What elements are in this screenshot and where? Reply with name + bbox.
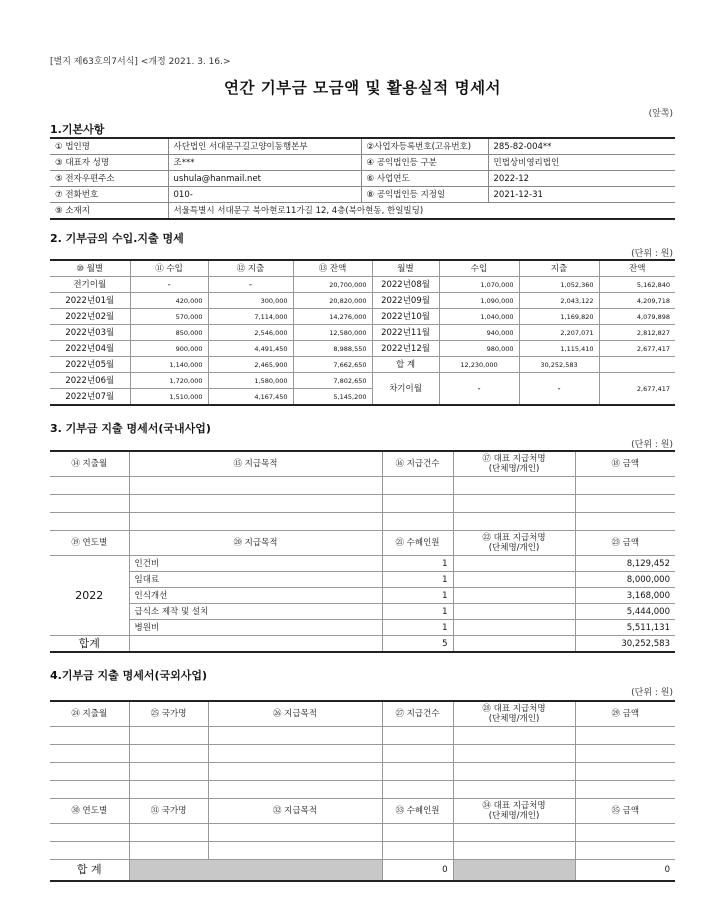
amount-cell: 4,491,450 (208, 341, 293, 357)
column-header: ㉗ 지급건수 (382, 701, 453, 727)
table-row (50, 325, 675, 341)
total-amount: 0 (575, 860, 675, 882)
total-label: 합계 (50, 636, 129, 653)
count-cell: 1 (382, 572, 453, 588)
column-header (453, 799, 575, 824)
empty-cell (129, 842, 208, 860)
empty-cell (50, 842, 129, 860)
empty-cell (382, 495, 453, 513)
table-row (50, 309, 675, 325)
empty-row (50, 513, 675, 531)
empty-cell (50, 781, 129, 799)
total-shaded (129, 860, 382, 882)
column-header: 지출 (519, 260, 599, 277)
column-header: ⑯ 지급건수 (382, 451, 453, 477)
column-header: ㉖ 지급목적 (208, 701, 382, 727)
domestic-header-yearly (50, 531, 675, 556)
column-header: 잔액 (599, 260, 675, 277)
header-line: (단체명/개인) (488, 714, 540, 724)
amount-cell: 1,140,000 (130, 357, 208, 373)
total-shaded (453, 860, 575, 882)
empty-cell (129, 513, 382, 531)
purpose-cell: 인식개선 (129, 588, 382, 604)
table-row (50, 341, 675, 357)
basic-info-table (50, 137, 675, 220)
column-header: ⑱ 금액 (575, 451, 675, 477)
amount-cell: 7,802,650 (293, 373, 372, 389)
total-recipient (453, 636, 575, 653)
month-cell: 2022년11월 (372, 325, 439, 341)
empty-cell (208, 763, 382, 781)
column-header (453, 531, 575, 556)
section4-unit: (단위 : 원) (631, 688, 673, 698)
column-header: ㉝ 수혜인원 (382, 799, 453, 824)
column-header: ⑲ 연도별 (50, 531, 129, 556)
empty-cell (208, 781, 382, 799)
amount-cell: 20,700,000 (293, 277, 372, 293)
info-label: ⑦ 전화번호 (50, 187, 168, 203)
info-value: 민법상비영리법인 (488, 155, 675, 171)
amount-cell: 1,052,360 (519, 277, 599, 293)
info-row (50, 171, 675, 187)
amount-cell: 1,070,000 (439, 277, 519, 293)
column-header: ⑪ 수입 (130, 260, 208, 277)
carry-label: 차기이월 (372, 373, 439, 406)
column-header: ⑩ 월별 (50, 260, 130, 277)
empty-cell (575, 745, 675, 763)
column-header: ⑭ 지출월 (50, 451, 129, 477)
total-count: 0 (382, 860, 453, 882)
amount-cell: 12,230,000 (439, 357, 519, 373)
count-cell: 1 (382, 588, 453, 604)
section3-heading: 3. 기부금 지출 명세서(국내사업) (50, 422, 211, 435)
info-label: ⑤ 전자우편주소 (50, 171, 168, 187)
amount-cell: 940,000 (439, 325, 519, 341)
month-cell: 합 계 (372, 357, 439, 373)
amount-cell: 1,580,000 (208, 373, 293, 389)
column-header: ㉑ 수혜인원 (382, 531, 453, 556)
amount-cell: 1,115,410 (519, 341, 599, 357)
empty-cell (382, 745, 453, 763)
header-line: (단체명/개인) (488, 543, 540, 553)
amount-cell: 5,162,840 (599, 277, 675, 293)
column-header: 수입 (439, 260, 519, 277)
overseas-header-yearly (50, 799, 675, 824)
info-value: 010- (168, 187, 361, 203)
month-cell: 2022년01월 (50, 293, 130, 309)
section4-heading: 4.기부금 지출 명세서(국외사업) (50, 669, 208, 682)
amount-cell: 300,000 (208, 293, 293, 309)
empty-cell (208, 745, 382, 763)
empty-cell (453, 842, 575, 860)
empty-cell (129, 477, 382, 495)
empty-cell (129, 824, 208, 842)
info-label: ③ 대표자 성명 (50, 155, 168, 171)
empty-cell (453, 781, 575, 799)
count-cell: 1 (382, 556, 453, 572)
table-row (50, 373, 675, 389)
purpose-cell: 임대료 (129, 572, 382, 588)
empty-row (50, 745, 675, 763)
carry-income: - (439, 373, 519, 406)
info-value: 2021-12-31 (488, 187, 675, 203)
amount-cell: 1,720,000 (130, 373, 208, 389)
table-row (50, 556, 675, 572)
empty-cell (129, 763, 208, 781)
column-header: ㉟ 금액 (575, 799, 675, 824)
month-cell: 2022년02월 (50, 309, 130, 325)
empty-cell (50, 495, 129, 513)
empty-cell (382, 842, 453, 860)
amount-cell: 1,090,000 (439, 293, 519, 309)
column-header: ㉚ 연도별 (50, 799, 129, 824)
domestic-total-row (50, 636, 675, 653)
empty-cell (453, 745, 575, 763)
amount-cell: 5,511,131 (575, 620, 675, 636)
total-purpose (129, 636, 382, 653)
amount-cell: 980,000 (439, 341, 519, 357)
empty-cell (453, 495, 575, 513)
info-label: ⑧ 공익법인등 지정일 (361, 187, 488, 203)
empty-row (50, 824, 675, 842)
month-cell: 전기이월 (50, 277, 130, 293)
column-header: ⑬ 잔액 (293, 260, 372, 277)
purpose-cell: 급식소 제작 및 설치 (129, 604, 382, 620)
amount-cell: 570,000 (130, 309, 208, 325)
info-row (50, 138, 675, 155)
amount-cell: 1,169,820 (519, 309, 599, 325)
total-label: 합 계 (50, 860, 129, 882)
month-cell: 2022년09월 (372, 293, 439, 309)
form-number: [별지 제63호의7서식] <개정 2021. 3. 16.> (50, 57, 231, 67)
count-cell: 1 (382, 620, 453, 636)
recipient-cell (453, 604, 575, 620)
column-header (453, 451, 575, 477)
empty-row (50, 781, 675, 799)
column-header: ㉕ 국가명 (129, 701, 208, 727)
empty-cell (382, 824, 453, 842)
amount-cell: 4,079,898 (599, 309, 675, 325)
address-value: 서울특별시 서대문구 북아현로11가길 12, 4층(북아현동, 한일빌딩) (168, 203, 675, 220)
empty-row (50, 842, 675, 860)
amount-cell: 7,114,000 (208, 309, 293, 325)
amount-cell: 2,812,827 (599, 325, 675, 341)
amount-cell: - (208, 277, 293, 293)
recipient-cell (453, 620, 575, 636)
empty-cell (453, 763, 575, 781)
info-row (50, 155, 675, 171)
empty-cell (129, 495, 382, 513)
month-cell: 2022년06월 (50, 373, 130, 389)
count-cell: 1 (382, 604, 453, 620)
recipient-cell (453, 556, 575, 572)
empty-cell (208, 727, 382, 745)
empty-cell (575, 781, 675, 799)
month-cell: 2022년08월 (372, 277, 439, 293)
amount-cell: 5,145,200 (293, 389, 372, 406)
purpose-cell: 병원비 (129, 620, 382, 636)
empty-cell (382, 513, 453, 531)
empty-row (50, 495, 675, 513)
amount-cell: 2,207,071 (519, 325, 599, 341)
empty-cell (50, 477, 129, 495)
year-cell: 2022 (50, 556, 129, 636)
amount-cell: 3,168,000 (575, 588, 675, 604)
amount-cell: 2,546,000 (208, 325, 293, 341)
empty-cell (453, 513, 575, 531)
empty-cell (575, 513, 675, 531)
empty-cell (382, 781, 453, 799)
empty-cell (208, 824, 382, 842)
amount-cell: 850,000 (130, 325, 208, 341)
empty-cell (50, 513, 129, 531)
month-cell: 2022년04월 (50, 341, 130, 357)
income-expense-table (50, 259, 675, 406)
info-value: 사단법인 서대문구길고양이동행본부 (168, 138, 361, 155)
column-header: ㉜ 지급목적 (208, 799, 382, 824)
empty-cell (575, 824, 675, 842)
empty-cell (382, 477, 453, 495)
empty-cell (208, 842, 382, 860)
document-title: 연간 기부금 모금액 및 활용실적 명세서 (223, 79, 502, 97)
month-cell: 2022년05월 (50, 357, 130, 373)
section2-heading: 2. 기부금의 수입.지출 명세 (50, 232, 184, 245)
info-label: ②사업자등록번호(고유번호) (361, 138, 488, 155)
empty-cell (382, 763, 453, 781)
header-line: ⑰ 대표 지급처명 (482, 454, 546, 464)
header-line: (단체명/개인) (488, 464, 540, 474)
column-header: ⑳ 지급목적 (129, 531, 382, 556)
empty-row (50, 727, 675, 745)
table-row (50, 357, 675, 373)
empty-cell (129, 727, 208, 745)
amount-cell: 8,000,000 (575, 572, 675, 588)
info-value: 조*** (168, 155, 361, 171)
overseas-header-monthly (50, 701, 675, 727)
table-row (50, 572, 675, 588)
info-value: 2022-12 (488, 171, 675, 187)
amount-cell: 2,677,417 (599, 341, 675, 357)
recipient-cell (453, 572, 575, 588)
empty-cell (453, 477, 575, 495)
carry-expense: - (519, 373, 599, 406)
empty-cell (129, 745, 208, 763)
amount-cell: 1,040,000 (439, 309, 519, 325)
column-header: ㉙ 금액 (575, 701, 675, 727)
empty-cell (129, 781, 208, 799)
overseas-expense-table (50, 700, 675, 882)
amount-cell: 4,167,450 (208, 389, 293, 406)
amount-cell: 420,000 (130, 293, 208, 309)
amount-cell: 900,000 (130, 341, 208, 357)
info-label: ⑥ 사업연도 (361, 171, 488, 187)
header-line: (단체명/개인) (488, 811, 540, 821)
empty-cell (382, 727, 453, 745)
info-label: ① 법인명 (50, 138, 168, 155)
empty-cell (575, 763, 675, 781)
overseas-total-row (50, 860, 675, 882)
empty-cell (453, 824, 575, 842)
month-cell: 2022년10월 (372, 309, 439, 325)
column-header: ㉓ 금액 (575, 531, 675, 556)
amount-cell (599, 357, 675, 373)
amount-cell: 7,662,650 (293, 357, 372, 373)
address-row (50, 203, 675, 220)
domestic-header-monthly (50, 451, 675, 477)
amount-cell: 8,129,452 (575, 556, 675, 572)
amount-cell: 2,043,122 (519, 293, 599, 309)
empty-row (50, 763, 675, 781)
empty-row (50, 477, 675, 495)
empty-cell (575, 477, 675, 495)
column-header: ⑮ 지급목적 (129, 451, 382, 477)
info-value: ushula@hanmail.net (168, 171, 361, 187)
section1-heading: 1.기본사항 (50, 123, 105, 136)
amount-cell: - (130, 277, 208, 293)
empty-cell (50, 824, 129, 842)
amount-cell: 1,510,000 (130, 389, 208, 406)
empty-cell (50, 745, 129, 763)
column-header: ㉛ 국가명 (129, 799, 208, 824)
amount-cell: 2,465,900 (208, 357, 293, 373)
table-row (50, 588, 675, 604)
total-count: 5 (382, 636, 453, 653)
empty-cell (50, 763, 129, 781)
month-cell: 2022년07월 (50, 389, 130, 406)
month-cell: 2022년12월 (372, 341, 439, 357)
month-cell: 2022년03월 (50, 325, 130, 341)
empty-cell (50, 727, 129, 745)
table-row (50, 293, 675, 309)
empty-cell (575, 727, 675, 745)
empty-cell (575, 842, 675, 860)
amount-cell: 4,209,718 (599, 293, 675, 309)
income-expense-header (50, 260, 675, 277)
amount-cell: 20,820,000 (293, 293, 372, 309)
table-row (50, 604, 675, 620)
empty-cell (453, 727, 575, 745)
domestic-expense-table (50, 450, 675, 653)
section3-unit: (단위 : 원) (631, 440, 673, 450)
info-label: ④ 공익법인등 구분 (361, 155, 488, 171)
column-header: ⑫ 지출 (208, 260, 293, 277)
amount-cell: 8,988,550 (293, 341, 372, 357)
info-row (50, 187, 675, 203)
header-line: ㉒ 대표 지급처명 (482, 533, 546, 543)
address-label: ⑨ 소재지 (50, 203, 168, 220)
total-amount: 30,252,583 (575, 636, 675, 653)
amount-cell: 5,444,000 (575, 604, 675, 620)
amount-cell: 30,252,583 (519, 357, 599, 373)
amount-cell: 14,276,000 (293, 309, 372, 325)
purpose-cell: 인건비 (129, 556, 382, 572)
front-page-label: (앞쪽) (648, 109, 673, 119)
empty-cell (575, 495, 675, 513)
header-line: ㉞ 대표 지급처명 (482, 801, 546, 811)
recipient-cell (453, 588, 575, 604)
amount-cell: 12,580,000 (293, 325, 372, 341)
column-header: 월별 (372, 260, 439, 277)
column-header: ㉔ 지출월 (50, 701, 129, 727)
table-row (50, 277, 675, 293)
info-value: 285-82-004** (488, 138, 675, 155)
header-line: ㉘ 대표 지급처명 (482, 704, 546, 714)
section2-unit: (단위 : 원) (631, 249, 673, 259)
column-header (453, 701, 575, 727)
carry-balance: 2,677,417 (599, 373, 675, 406)
table-row (50, 620, 675, 636)
